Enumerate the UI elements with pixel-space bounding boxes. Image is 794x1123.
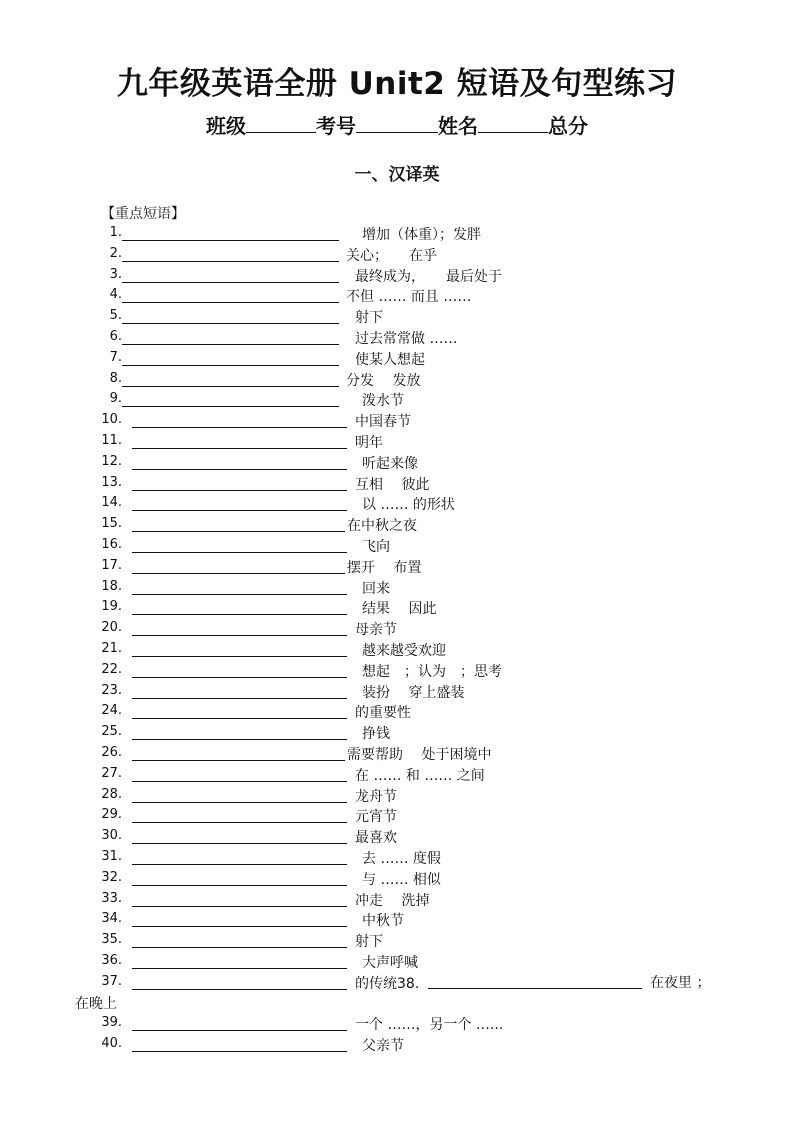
phrase-item <box>0 224 794 244</box>
item-number: 10. <box>101 412 122 428</box>
phrase-item <box>0 890 794 910</box>
phrase-item <box>0 827 794 847</box>
student-info-line <box>0 110 794 139</box>
chinese-phrase: 去 …… 度假 <box>362 851 441 867</box>
chinese-phrase: 在 …… 和 …… 之间 <box>355 767 485 784</box>
answer-line[interactable] <box>132 573 345 574</box>
score-label: 总分 <box>548 114 588 138</box>
chinese-phrase: 互相 彼此 <box>355 476 430 493</box>
phrase-item <box>0 765 794 785</box>
answer-line[interactable] <box>132 490 347 491</box>
phrase-item <box>0 432 794 452</box>
phrase-item <box>0 640 794 660</box>
phrase-item <box>0 598 794 618</box>
chinese-phrase: 龙舟节 <box>355 788 397 805</box>
answer-line[interactable] <box>122 365 339 366</box>
item-number: 22. <box>101 661 122 677</box>
phrase-item <box>0 848 794 868</box>
chinese-phrase: 不但 …… 而且 …… <box>346 289 472 306</box>
item-number: 28. <box>101 786 122 802</box>
name-blank[interactable] <box>478 114 548 133</box>
answer-line[interactable] <box>122 386 339 387</box>
answer-line[interactable] <box>132 427 347 428</box>
chinese-phrase: 的重要性 <box>355 705 411 722</box>
item-number: 31. <box>101 849 122 864</box>
answer-line[interactable] <box>132 1051 347 1052</box>
answer-line[interactable] <box>122 261 339 262</box>
item-38-continuation: 在晚上 <box>75 996 117 1012</box>
chinese-phrase: 挣钱 <box>362 726 390 743</box>
answer-line[interactable] <box>132 968 347 969</box>
item-number: 21. <box>101 641 122 656</box>
chinese-phrase: 增加（体重）；发胖 <box>362 227 481 243</box>
chinese-phrase: 明年 <box>355 435 383 451</box>
chinese-phrase: 最终成为， 最后处于 <box>355 268 502 285</box>
chinese-phrase: 一个 ……，另一个 …... <box>355 1017 504 1033</box>
phrase-item <box>0 723 794 743</box>
phrase-item <box>0 806 794 826</box>
phrase-item <box>0 744 794 764</box>
answer-line[interactable] <box>132 947 347 948</box>
phrase-item <box>0 702 794 722</box>
answer-line[interactable] <box>132 469 347 470</box>
item-number: 7. <box>109 349 122 365</box>
item-number: 25. <box>101 724 122 740</box>
item-38-text: 在夜里 ； <box>650 975 711 991</box>
answer-line[interactable] <box>132 698 347 699</box>
answer-line[interactable] <box>132 552 347 553</box>
item-number: 8. <box>109 370 122 386</box>
phrase-item <box>0 578 794 598</box>
answer-line[interactable] <box>132 885 347 886</box>
answer-line[interactable] <box>132 802 347 803</box>
phrase-item <box>0 494 794 514</box>
chinese-phrase: 父亲节 <box>362 1038 404 1054</box>
chinese-phrase: 装扮 穿上盛装 <box>362 684 465 701</box>
answer-line[interactable] <box>122 344 339 345</box>
answer-line[interactable] <box>132 1030 347 1031</box>
chinese-phrase: 中国春节 <box>355 414 411 431</box>
answer-line[interactable] <box>132 760 345 761</box>
item-number: 5. <box>109 308 122 324</box>
item-number: 13. <box>101 474 122 490</box>
chinese-phrase: 与 …… 相似 <box>362 871 441 888</box>
item-number: 26. <box>101 745 122 760</box>
answer-line[interactable] <box>132 510 347 511</box>
chinese-phrase: 需要帮助 处于困境中 <box>347 747 492 763</box>
phrase-item <box>0 390 794 410</box>
phrase-item <box>0 474 794 494</box>
item-number: 33. <box>101 890 122 906</box>
phrase-item <box>0 411 794 431</box>
name-label: 姓名 <box>438 114 478 138</box>
chinese-phrase: 回来 <box>362 580 390 597</box>
chinese-phrase: 在中秋之夜 <box>347 518 417 535</box>
item-number: 37. <box>101 973 122 989</box>
answer-line[interactable] <box>132 864 347 865</box>
answer-line[interactable] <box>132 781 347 782</box>
item-number: 16. <box>101 537 122 552</box>
phrase-item <box>0 307 794 327</box>
class-blank[interactable] <box>246 114 316 133</box>
chinese-phrase: 大声呼喊 <box>362 955 418 971</box>
answer-line[interactable] <box>132 843 347 844</box>
item-number: 14. <box>101 495 122 511</box>
item-number: 1. <box>109 225 122 240</box>
answer-line[interactable] <box>132 926 347 927</box>
chinese-phrase: 飞向 <box>362 539 390 555</box>
phrase-item <box>0 245 794 265</box>
item-number: 2. <box>109 245 122 261</box>
class-label: 班级 <box>206 114 246 138</box>
chinese-phrase: 结果 因此 <box>362 601 437 618</box>
chinese-phrase: 分发 发放 <box>346 372 421 389</box>
item-number: 4. <box>109 287 122 303</box>
answer-line[interactable] <box>122 302 339 303</box>
chinese-phrase: 泼水节 <box>362 393 404 410</box>
subheading: 【重点短语】 <box>101 206 185 222</box>
item-number: 20. <box>101 620 122 636</box>
chinese-phrase: 射下 <box>355 934 383 951</box>
phrase-item <box>0 453 794 473</box>
phrase-item <box>0 1035 794 1055</box>
phrase-item <box>0 952 794 972</box>
item-number: 29. <box>101 807 122 823</box>
worksheet-title: 九年级英语全册 Unit2 短语及句型练习 <box>116 66 678 102</box>
phrase-item <box>0 557 794 577</box>
answer-line[interactable] <box>132 614 347 615</box>
answer-line[interactable] <box>132 594 347 595</box>
answer-line[interactable] <box>132 718 347 719</box>
chinese-phrase: 最喜欢 <box>355 830 397 847</box>
chinese-phrase: 射下 <box>355 310 383 327</box>
chinese-phrase: 母亲节 <box>355 622 397 639</box>
item-number: 30. <box>101 828 122 844</box>
item-number: 32. <box>101 869 122 885</box>
item-number: 35. <box>101 932 122 948</box>
item-number: 15. <box>101 516 122 532</box>
section-title: 一、汉译英 <box>354 165 440 185</box>
chinese-phrase: 使某人想起 <box>355 351 425 368</box>
phrase-item <box>0 286 794 306</box>
chinese-phrase: 元宵节 <box>355 809 397 826</box>
item-number: 9. <box>109 391 122 407</box>
answer-line[interactable] <box>122 406 339 407</box>
answer-line[interactable] <box>132 531 345 532</box>
phrase-item <box>0 931 794 951</box>
exam-no-label: 考号 <box>316 114 356 138</box>
chinese-phrase: 过去常常做 …… <box>355 331 458 347</box>
answer-line-38[interactable] <box>428 988 642 989</box>
item-number: 18. <box>101 578 122 594</box>
phrase-item <box>0 515 794 535</box>
exam-no-blank[interactable] <box>356 114 438 133</box>
chinese-phrase: 摆开 布置 <box>347 559 422 576</box>
chinese-phrase: 以 …… 的形状 <box>362 497 455 514</box>
phrase-item <box>0 266 794 286</box>
item-number: 40. <box>101 1036 122 1051</box>
item-number: 27. <box>101 765 122 781</box>
answer-line[interactable] <box>132 739 347 740</box>
answer-line[interactable] <box>122 282 339 283</box>
phrase-item <box>0 910 794 930</box>
chinese-phrase: 想起 ；认为 ；思考 <box>362 663 502 680</box>
item-number: 19. <box>101 599 122 615</box>
phrase-item <box>0 370 794 390</box>
phrase-item <box>0 328 794 348</box>
item-number: 24. <box>101 703 122 719</box>
item-number: 3. <box>109 266 122 282</box>
phrase-item <box>0 1014 794 1034</box>
item-number: 11. <box>101 433 122 448</box>
phrase-item <box>0 661 794 681</box>
chinese-phrase: 听起来像 <box>362 455 418 472</box>
answer-line[interactable] <box>132 822 347 823</box>
answer-line[interactable] <box>132 677 347 678</box>
answer-line[interactable] <box>122 240 339 241</box>
item-number: 34. <box>101 911 122 927</box>
phrase-item <box>0 786 794 806</box>
chinese-phrase: 中秋节 <box>362 913 404 930</box>
item-number: 23. <box>101 682 122 698</box>
answer-line[interactable] <box>132 906 347 907</box>
answer-line[interactable] <box>132 635 347 636</box>
answer-line[interactable] <box>122 323 339 324</box>
phrase-item <box>0 536 794 556</box>
phrase-item <box>0 349 794 369</box>
item-number: 39. <box>101 1015 122 1030</box>
chinese-phrase: 冲走 洗掉 <box>355 892 430 909</box>
phrase-item <box>0 869 794 889</box>
phrase-item <box>0 682 794 702</box>
answer-line[interactable] <box>132 656 347 657</box>
item-number: 6. <box>109 329 122 344</box>
item-38-extension <box>0 972 794 992</box>
chinese-phrase: 关心； 在乎 <box>346 247 437 264</box>
chinese-phrase: 越来越受欢迎 <box>362 643 446 659</box>
phrase-item <box>0 619 794 639</box>
chinese-phrase: 的传统38. <box>355 975 420 992</box>
item-number: 36. <box>101 953 122 968</box>
item-number: 12. <box>101 453 122 469</box>
answer-line[interactable] <box>132 448 347 449</box>
item-number: 17. <box>101 557 122 573</box>
